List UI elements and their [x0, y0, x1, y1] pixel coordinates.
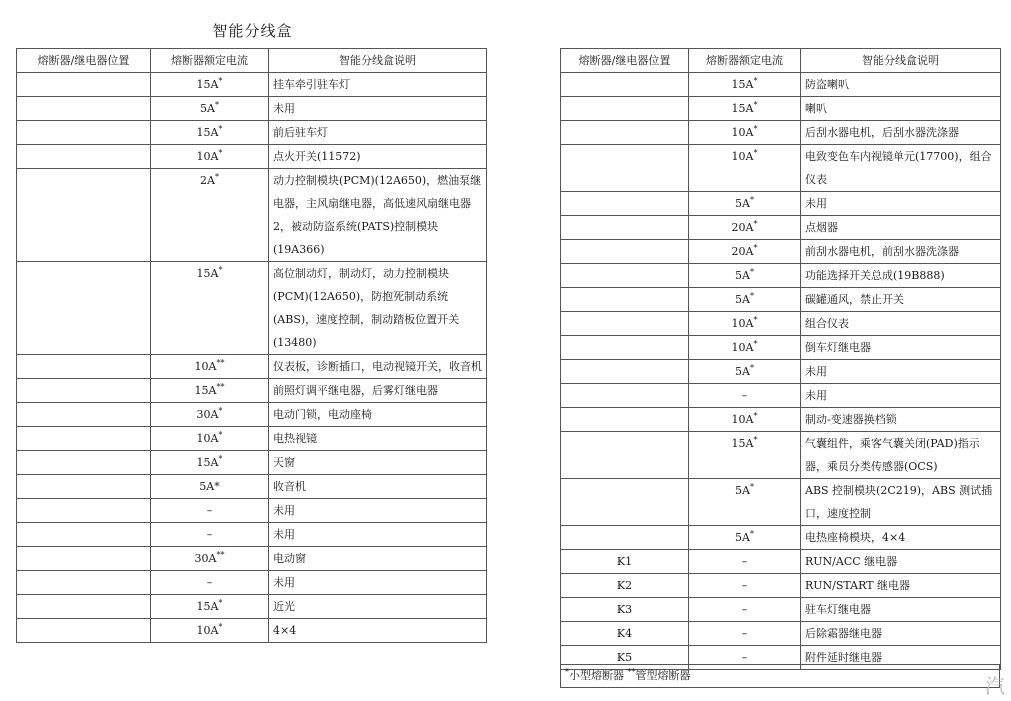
- table-row: [561, 598, 1001, 622]
- cell-rating: [151, 169, 269, 262]
- cell-position: [17, 427, 151, 451]
- fuse-type-mark: *: [749, 482, 754, 492]
- table-row: [561, 264, 1001, 288]
- cell-rating: [151, 121, 269, 145]
- cell-rating: [689, 97, 801, 121]
- table-row: [17, 97, 487, 121]
- rating-value: –: [741, 603, 748, 616]
- rating-value: –: [741, 627, 748, 640]
- footnote-tube-fuse: 管型熔断器: [635, 669, 691, 682]
- cell-description: 点火开关(11572): [269, 145, 487, 169]
- fuse-type-mark: *: [214, 172, 219, 182]
- cell-rating: [151, 451, 269, 475]
- rating-value: 15A: [196, 600, 219, 613]
- table-row: [561, 288, 1001, 312]
- table-row: [561, 73, 1001, 97]
- rating-value: 5A: [735, 484, 750, 497]
- table-row: [17, 73, 487, 97]
- table-row: [561, 240, 1001, 264]
- cell-description: 动力控制模块(PCM)(12A650)，燃油泵继电器，主风扇继电器，高低速风扇继电器 2，被动防盗系统(PATS)控制模块(19A366): [269, 169, 487, 262]
- table-row: [561, 97, 1001, 121]
- cell-rating: [151, 97, 269, 121]
- rating-value: –: [206, 504, 213, 517]
- cell-rating: [151, 475, 269, 499]
- rating-value: 5A: [735, 197, 750, 210]
- cell-description: 防盗喇叭: [801, 73, 1001, 97]
- cell-position: [561, 360, 689, 384]
- cell-position: [561, 408, 689, 432]
- table-row: [561, 479, 1001, 526]
- cell-description: 电热座椅模块，4×4: [801, 526, 1001, 550]
- cell-description: 未用: [269, 523, 487, 547]
- cell-rating: [689, 479, 801, 526]
- cell-description: 高位制动灯，制动灯，动力控制模块(PCM)(12A650)，防抱死制动系统(ABS)，速度控制，制动踏板位置开关(13480): [269, 262, 487, 355]
- table-row: [561, 121, 1001, 145]
- table-row: [17, 475, 487, 499]
- rating-value: 15A: [194, 384, 217, 397]
- cell-rating: [689, 384, 801, 408]
- cell-position: [561, 192, 689, 216]
- cell-position: [17, 73, 151, 97]
- footnote: [560, 664, 1000, 688]
- table-row: [17, 619, 487, 643]
- fuse-type-mark: *: [753, 243, 758, 253]
- cell-position: [17, 97, 151, 121]
- table-row: [17, 499, 487, 523]
- header-description: 智能分线盒说明: [269, 49, 487, 73]
- fuse-type-mark: *: [753, 411, 758, 421]
- table-header-row: [561, 49, 1001, 73]
- cell-rating: [689, 526, 801, 550]
- cell-description: 近光: [269, 595, 487, 619]
- rating-value: 20A: [731, 245, 754, 258]
- cell-description: 天窗: [269, 451, 487, 475]
- cell-position: K5: [561, 646, 689, 670]
- cell-description: 挂车牵引驻车灯: [269, 73, 487, 97]
- fuse-table-left: [16, 48, 487, 643]
- table-row: [561, 360, 1001, 384]
- cell-rating: [689, 550, 801, 574]
- cell-position: [561, 336, 689, 360]
- cell-rating: [151, 262, 269, 355]
- cell-description: 电致变色车内视镜单元(17700)，组合仪表: [801, 145, 1001, 192]
- cell-description: 制动-变速器换档锁: [801, 408, 1001, 432]
- cell-description: 前刮水器电机，前刮水器洗涤器: [801, 240, 1001, 264]
- cell-position: [561, 384, 689, 408]
- cell-position: [17, 571, 151, 595]
- fuse-type-mark: *: [749, 363, 754, 373]
- cell-description: 组合仪表: [801, 312, 1001, 336]
- rating-value: –: [741, 579, 748, 592]
- table-row: [561, 336, 1001, 360]
- rating-value: 10A: [194, 360, 217, 373]
- fuse-type-mark: *: [753, 124, 758, 134]
- cell-description: 未用: [801, 192, 1001, 216]
- table-row: [17, 145, 487, 169]
- table-row: [561, 216, 1001, 240]
- table-row: [17, 571, 487, 595]
- cell-position: [17, 523, 151, 547]
- header-rating: 熔断器额定电流: [151, 49, 269, 73]
- cell-rating: [151, 355, 269, 379]
- cell-description: 前照灯调平继电器，后雾灯继电器: [269, 379, 487, 403]
- footnote-mark-tube: **: [627, 667, 636, 677]
- header-position: 熔断器/继电器位置: [561, 49, 689, 73]
- cell-position: [17, 499, 151, 523]
- rating-value: 10A: [196, 432, 219, 445]
- footnote-small-fuse: 小型熔断器: [569, 669, 624, 682]
- cell-description: 未用: [801, 360, 1001, 384]
- fuse-type-mark: *: [753, 435, 758, 445]
- cell-position: [561, 121, 689, 145]
- cell-description: RUN/START 继电器: [801, 574, 1001, 598]
- cell-rating: [151, 427, 269, 451]
- rating-value: 15A: [196, 126, 219, 139]
- fuse-type-mark: *: [218, 265, 223, 275]
- cell-rating: [689, 73, 801, 97]
- cell-rating: [689, 336, 801, 360]
- rating-value: 30A: [196, 408, 219, 421]
- cell-position: [561, 145, 689, 192]
- fuse-type-mark: *: [753, 76, 758, 86]
- cell-rating: [689, 360, 801, 384]
- cell-position: [561, 240, 689, 264]
- fuse-type-mark: *: [753, 339, 758, 349]
- cell-position: [561, 97, 689, 121]
- cell-rating: [689, 240, 801, 264]
- cell-rating: [689, 264, 801, 288]
- rating-value: 10A: [731, 341, 754, 354]
- cell-description: 点烟器: [801, 216, 1001, 240]
- cell-rating: [151, 547, 269, 571]
- cell-position: [561, 216, 689, 240]
- cell-rating: [151, 499, 269, 523]
- cell-rating: [151, 595, 269, 619]
- rating-value: 15A: [196, 267, 219, 280]
- table-row: [561, 408, 1001, 432]
- table-row: [17, 262, 487, 355]
- cell-position: [561, 264, 689, 288]
- table-row: [561, 192, 1001, 216]
- cell-description: 电热视镜: [269, 427, 487, 451]
- table-row: [17, 547, 487, 571]
- cell-rating: [689, 598, 801, 622]
- table-row: [561, 526, 1001, 550]
- table-row: [561, 145, 1001, 192]
- cell-description: 碳罐通风，禁止开关: [801, 288, 1001, 312]
- table-row: [561, 312, 1001, 336]
- table-row: [17, 169, 487, 262]
- cell-position: [561, 288, 689, 312]
- cell-position: [17, 403, 151, 427]
- cell-rating: [689, 288, 801, 312]
- rating-value: 10A: [731, 126, 754, 139]
- cell-rating: [689, 408, 801, 432]
- header-position: 熔断器/继电器位置: [17, 49, 151, 73]
- table-row: [17, 427, 487, 451]
- table-row: [561, 384, 1001, 408]
- rating-value: –: [741, 389, 748, 402]
- rating-value: –: [741, 555, 748, 568]
- fuse-type-mark: *: [218, 454, 223, 464]
- cell-rating: [689, 192, 801, 216]
- cell-description: 电动窗: [269, 547, 487, 571]
- table-row: [17, 121, 487, 145]
- fuse-type-mark: *: [218, 430, 223, 440]
- cell-description: 电动门锁，电动座椅: [269, 403, 487, 427]
- cell-description: 倒车灯继电器: [801, 336, 1001, 360]
- fuse-table-right: [560, 48, 1001, 670]
- cell-description: 仪表板，诊断插口，电动视镜开关，收音机: [269, 355, 487, 379]
- fuse-type-mark: *: [214, 100, 219, 110]
- cell-position: [561, 432, 689, 479]
- cell-position: K4: [561, 622, 689, 646]
- watermark-glyph: 汽: [985, 674, 1005, 698]
- cell-rating: [151, 523, 269, 547]
- cell-description: 收音机: [269, 475, 487, 499]
- cell-description: 喇叭: [801, 97, 1001, 121]
- cell-position: [17, 262, 151, 355]
- fuse-type-mark: *: [753, 148, 758, 158]
- rating-value: 10A: [731, 317, 754, 330]
- cell-position: [561, 479, 689, 526]
- fuse-type-mark: *: [749, 529, 754, 539]
- cell-description: RUN/ACC 继电器: [801, 550, 1001, 574]
- cell-position: [17, 145, 151, 169]
- cell-rating: [151, 619, 269, 643]
- fuse-type-mark: *: [749, 195, 754, 205]
- cell-position: [17, 547, 151, 571]
- table-body-right: [561, 73, 1001, 670]
- cell-description: 附件延时继电器: [801, 646, 1001, 670]
- fuse-type-mark: **: [216, 550, 225, 560]
- rating-value: –: [206, 528, 213, 541]
- cell-rating: [151, 145, 269, 169]
- cell-description: 后刮水器电机，后刮水器洗涤器: [801, 121, 1001, 145]
- fuse-type-mark: **: [216, 382, 225, 392]
- rating-value: 10A: [196, 150, 219, 163]
- cell-rating: [689, 121, 801, 145]
- fuse-type-mark: *: [218, 148, 223, 158]
- rating-value: 15A: [196, 78, 219, 91]
- table-row: [17, 379, 487, 403]
- fuse-type-mark: *: [753, 219, 758, 229]
- rating-value: 5A*: [199, 480, 220, 493]
- rating-value: 2A: [200, 174, 215, 187]
- cell-description: 后除霜器继电器: [801, 622, 1001, 646]
- cell-description: 功能选择开关总成(19B888): [801, 264, 1001, 288]
- table-row: [17, 451, 487, 475]
- fuse-type-mark: *: [218, 124, 223, 134]
- fuse-type-mark: *: [218, 406, 223, 416]
- cell-rating: [151, 379, 269, 403]
- rating-value: 15A: [731, 437, 754, 450]
- rating-value: 5A: [735, 531, 750, 544]
- table-row: [561, 622, 1001, 646]
- header-rating: 熔断器额定电流: [689, 49, 801, 73]
- table-body-left: [17, 73, 487, 643]
- cell-rating: [151, 403, 269, 427]
- table-row: [561, 432, 1001, 479]
- cell-position: K2: [561, 574, 689, 598]
- table-row: [17, 355, 487, 379]
- cell-description: 未用: [269, 571, 487, 595]
- rating-value: 15A: [196, 456, 219, 469]
- cell-description: 未用: [801, 384, 1001, 408]
- rating-value: 15A: [731, 102, 754, 115]
- cell-position: [17, 379, 151, 403]
- rating-value: –: [741, 651, 748, 664]
- cell-rating: [689, 312, 801, 336]
- fuse-type-mark: *: [218, 598, 223, 608]
- footnote-mark-small: *: [565, 667, 569, 677]
- cell-rating: [689, 432, 801, 479]
- table-row: [17, 523, 487, 547]
- cell-position: [561, 73, 689, 97]
- cell-position: [561, 526, 689, 550]
- table-row: [17, 595, 487, 619]
- cell-position: [17, 355, 151, 379]
- cell-position: [17, 619, 151, 643]
- cell-position: [17, 451, 151, 475]
- cell-description: 前后驻车灯: [269, 121, 487, 145]
- rating-value: 5A: [735, 293, 750, 306]
- rating-value: 5A: [735, 269, 750, 282]
- cell-description: 未用: [269, 499, 487, 523]
- cell-position: [17, 169, 151, 262]
- table-header-row: [17, 49, 487, 73]
- rating-value: –: [206, 576, 213, 589]
- cell-position: K1: [561, 550, 689, 574]
- cell-rating: [689, 574, 801, 598]
- cell-description: 4×4: [269, 619, 487, 643]
- rating-value: 10A: [731, 150, 754, 163]
- rating-value: 30A: [194, 552, 217, 565]
- cell-position: K3: [561, 598, 689, 622]
- table-row: [561, 550, 1001, 574]
- fuse-type-mark: *: [749, 291, 754, 301]
- fuse-type-mark: *: [753, 315, 758, 325]
- cell-description: 驻车灯继电器: [801, 598, 1001, 622]
- rating-value: 10A: [731, 413, 754, 426]
- fuse-type-mark: *: [218, 76, 223, 86]
- cell-description: 未用: [269, 97, 487, 121]
- page-title: 智能分线盒: [212, 22, 293, 40]
- fuse-type-mark: *: [753, 100, 758, 110]
- cell-rating: [151, 571, 269, 595]
- cell-rating: [689, 216, 801, 240]
- rating-value: 15A: [731, 78, 754, 91]
- table-row: [17, 403, 487, 427]
- fuse-type-mark: *: [749, 267, 754, 277]
- cell-description: 气囊组件，乘客气囊关闭(PAD)指示器，乘员分类传感器(OCS): [801, 432, 1001, 479]
- cell-rating: [151, 73, 269, 97]
- fuse-type-mark: **: [216, 358, 225, 368]
- cell-position: [17, 475, 151, 499]
- rating-value: 5A: [200, 102, 215, 115]
- rating-value: 10A: [196, 624, 219, 637]
- header-description: 智能分线盒说明: [801, 49, 1001, 73]
- cell-description: ABS 控制模块(2C219)，ABS 测试插口，速度控制: [801, 479, 1001, 526]
- table-row: [561, 574, 1001, 598]
- cell-position: [561, 312, 689, 336]
- rating-value: 20A: [731, 221, 754, 234]
- cell-rating: [689, 622, 801, 646]
- fuse-type-mark: *: [218, 622, 223, 632]
- rating-value: 5A: [735, 365, 750, 378]
- cell-rating: [689, 145, 801, 192]
- cell-position: [17, 595, 151, 619]
- cell-position: [17, 121, 151, 145]
